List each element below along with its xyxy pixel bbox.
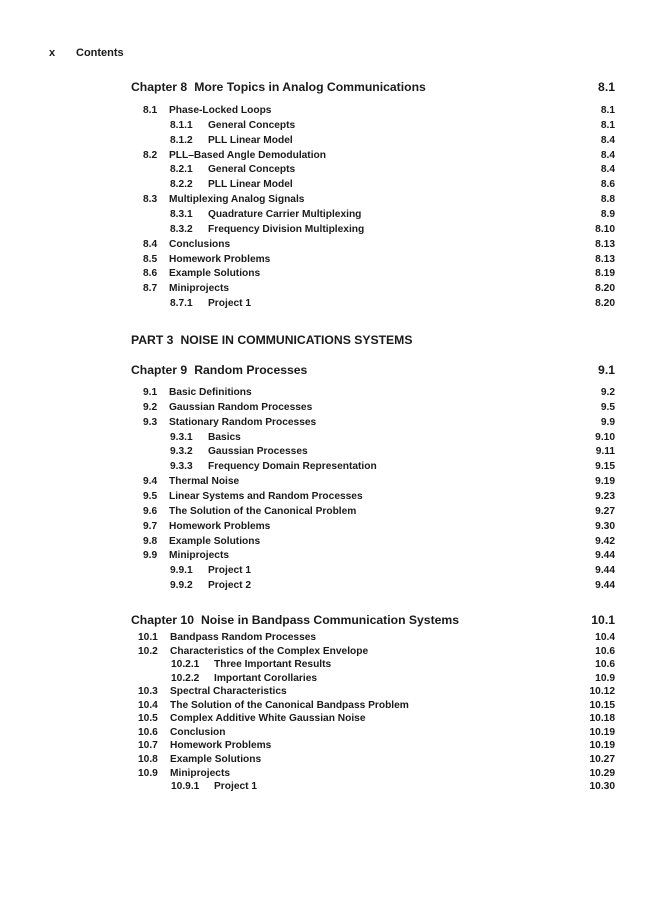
entry-page: 10.29 (589, 767, 615, 779)
entry-number: 9.3.2 (170, 446, 193, 458)
entry-title: PLL Linear Model (208, 134, 293, 146)
toc-section-entry (131, 505, 615, 518)
entry-number: 10.2.2 (171, 672, 200, 684)
running-header (49, 47, 124, 59)
entry-title: Basics (208, 431, 241, 443)
entry-number: 8.2.1 (170, 164, 193, 176)
toc-section-entry (131, 238, 615, 251)
toc-section-entry (131, 282, 615, 295)
entry-page: 8.4 (600, 149, 615, 161)
toc-subsection-entry (131, 134, 615, 147)
entry-number: 9.2 (143, 401, 158, 413)
chapter-title: Random Processes (194, 363, 308, 377)
entry-title: Stationary Random Processes (169, 416, 317, 428)
entry-title: Bandpass Random Processes (170, 632, 317, 643)
toc-section-entry (131, 475, 615, 488)
toc-section-entry (131, 739, 615, 752)
entry-title: Homework Problems (169, 520, 271, 532)
chapter-8-heading (131, 80, 615, 94)
chapter-label: Chapter 10 (131, 613, 194, 627)
entry-number: 10.8 (138, 753, 158, 765)
toc-subsection-entry (131, 445, 615, 458)
entry-number: 10.4 (138, 699, 158, 711)
entry-number: 9.1 (143, 387, 158, 398)
entry-number: 10.3 (138, 686, 158, 698)
entry-page: 8.8 (600, 194, 615, 206)
entry-page: 8.4 (600, 164, 615, 176)
entry-title: Miniprojects (169, 283, 230, 295)
chapter-page: 8.1 (598, 80, 615, 94)
entry-title: Linear Systems and Random Processes (169, 490, 363, 502)
entry-title: The Solution of the Canonical Bandpass Problem (170, 699, 409, 711)
entry-page: 8.13 (595, 238, 615, 250)
entry-page: 8.13 (595, 253, 615, 265)
entry-title: Three Important Results (214, 659, 332, 671)
entry-number: 8.1.2 (170, 134, 193, 146)
entry-page: 9.44 (595, 565, 615, 577)
entry-page: 9.5 (600, 401, 615, 413)
entry-page: 9.2 (600, 387, 615, 398)
entry-title: Characteristics of the Complex Envelope (170, 645, 369, 657)
entry-title: Frequency Division Multiplexing (208, 223, 365, 235)
toc-subsection-entry (131, 163, 615, 176)
toc-section-entry (131, 726, 615, 739)
toc-section-entry (131, 253, 615, 266)
entry-number: 8.7 (143, 283, 158, 295)
entry-title: Important Corollaries (214, 672, 318, 684)
entry-title: General Concepts (208, 119, 296, 131)
entry-title: Quadrature Carrier Multiplexing (208, 208, 362, 220)
entry-page: 9.27 (595, 505, 615, 517)
toc-section-entry (131, 520, 615, 533)
toc-section-entry (131, 490, 615, 503)
entry-title: Homework Problems (169, 253, 271, 265)
entry-number: 8.3.2 (170, 223, 193, 235)
toc-subsection-entry (131, 297, 615, 310)
entry-title: Basic Definitions (169, 387, 252, 398)
entry-number: 9.4 (143, 476, 158, 488)
entry-title: Gaussian Random Processes (169, 401, 313, 413)
entry-page: 8.20 (595, 283, 615, 295)
entry-number: 9.5 (143, 490, 158, 502)
entry-number: 10.1 (138, 632, 158, 643)
entry-title: The Solution of the Canonical Problem (169, 505, 357, 517)
toc-section-entry (131, 416, 615, 429)
toc-section-entry (131, 149, 615, 162)
entry-number: 8.4 (143, 238, 158, 250)
entry-number: 9.3 (143, 416, 158, 428)
entry-title: Frequency Domain Representation (208, 461, 377, 473)
entry-number: 8.2 (143, 149, 158, 161)
entry-page: 10.27 (589, 753, 615, 765)
entry-number: 10.7 (138, 740, 158, 752)
entry-title: Miniprojects (169, 550, 230, 562)
entry-number: 8.6 (143, 268, 158, 280)
toc-section-entry (131, 535, 615, 548)
entry-number: 9.9 (143, 550, 158, 562)
part-title: NOISE IN COMMUNICATIONS SYSTEMS (180, 333, 413, 347)
chapter-10-heading (131, 613, 615, 627)
toc-section-entry (131, 193, 615, 206)
toc-subsection-entry (131, 672, 615, 685)
entry-page: 10.30 (589, 781, 615, 793)
chapter-label: Chapter 8 (131, 80, 188, 94)
toc-section-entry (131, 767, 615, 780)
part-label: PART 3 (131, 333, 174, 347)
entry-page: 10.6 (595, 645, 615, 657)
entry-page: 10.4 (595, 632, 615, 643)
entry-number: 9.3.1 (170, 431, 193, 443)
toc-subsection-entry (131, 579, 615, 592)
entry-number: 10.9 (138, 767, 158, 779)
entry-number: 9.6 (143, 505, 158, 517)
entry-page: 8.10 (595, 223, 615, 235)
entry-number: 10.5 (138, 713, 158, 725)
entry-title: Conclusion (170, 726, 226, 738)
entry-title: Homework Problems (170, 740, 272, 752)
entry-title: Project 1 (208, 565, 252, 577)
entry-number: 8.3 (143, 194, 158, 206)
toc-section-entry (131, 631, 615, 644)
chapter-label: Chapter 9 (131, 363, 188, 377)
toc-section-entry (131, 386, 615, 399)
header-title: Contents (76, 47, 124, 59)
entry-number: 8.7.1 (170, 298, 193, 310)
entry-number: 8.2.2 (170, 179, 193, 191)
entry-number: 8.5 (143, 253, 158, 265)
entry-page: 8.20 (595, 298, 615, 310)
entry-page: 8.1 (600, 119, 615, 131)
toc-section-entry (131, 104, 615, 117)
entry-number: 9.9.2 (170, 580, 193, 592)
entry-page: 8.1 (600, 105, 615, 116)
chapter-9-heading (131, 363, 615, 377)
toc-subsection-entry (131, 780, 615, 793)
entry-page: 8.4 (600, 134, 615, 146)
entry-title: Complex Additive White Gaussian Noise (170, 713, 366, 725)
entry-number: 9.7 (143, 520, 158, 532)
toc-subsection-entry (131, 178, 615, 191)
toc-section-entry (131, 712, 615, 725)
entry-page: 10.15 (589, 699, 615, 711)
entry-title: General Concepts (208, 164, 296, 176)
entry-number: 10.6 (138, 726, 158, 738)
chapter-page: 10.1 (591, 613, 615, 627)
entry-title: Gaussian Processes (208, 446, 308, 458)
entry-page: 9.9 (600, 416, 615, 428)
entry-page: 10.12 (589, 686, 615, 698)
entry-page: 9.42 (595, 535, 615, 547)
toc-subsection-entry (131, 460, 615, 473)
entry-page: 9.10 (595, 431, 615, 443)
entry-title: Phase-Locked Loops (169, 105, 272, 116)
entry-page: 10.19 (589, 740, 615, 752)
entry-page: 9.30 (595, 520, 615, 532)
toc-section-entry (131, 645, 615, 658)
header-page-number: x (49, 47, 56, 59)
entry-number: 8.1.1 (170, 119, 193, 131)
entry-page: 9.44 (595, 550, 615, 562)
entry-page: 9.15 (595, 461, 615, 473)
entry-number: 8.1 (143, 105, 158, 116)
entry-title: Example Solutions (170, 753, 262, 765)
chapter-title: Noise in Bandpass Communication Systems (201, 613, 460, 627)
toc-subsection-entry (131, 658, 615, 671)
toc-section-entry (131, 267, 615, 280)
entry-title: Project 1 (208, 298, 252, 310)
toc-subsection-entry (131, 431, 615, 444)
toc-subsection-entry (131, 564, 615, 577)
entry-page: 9.44 (595, 580, 615, 592)
entry-number: 9.9.1 (170, 565, 193, 577)
toc-subsection-entry (131, 119, 615, 132)
toc-section-entry (131, 685, 615, 698)
entry-title: Project 1 (214, 781, 258, 793)
entry-number: 10.2 (138, 645, 158, 657)
entry-page: 8.9 (600, 208, 615, 220)
entry-page: 9.11 (595, 446, 615, 458)
entry-page: 10.19 (589, 726, 615, 738)
entry-title: Project 2 (208, 580, 252, 592)
entry-title: Example Solutions (169, 268, 261, 280)
entry-title: Conclusions (169, 238, 231, 250)
entry-page: 10.6 (595, 659, 615, 671)
entry-page: 8.6 (600, 179, 615, 191)
entry-number: 9.3.3 (170, 461, 193, 473)
toc-subsection-entry (131, 223, 615, 236)
entry-title: Spectral Characteristics (170, 686, 287, 698)
entry-number: 8.3.1 (170, 208, 193, 220)
entry-page: 8.19 (595, 268, 615, 280)
toc-subsection-entry (131, 208, 615, 221)
toc-section-entry (131, 699, 615, 712)
toc-section-entry (131, 401, 615, 414)
entry-title: Thermal Noise (169, 476, 240, 488)
toc-section-entry (131, 753, 615, 766)
entry-page: 9.23 (595, 490, 615, 502)
entry-title: Miniprojects (170, 767, 231, 779)
chapter-title: More Topics in Analog Communications (194, 80, 426, 94)
entry-title: Example Solutions (169, 535, 261, 547)
entry-title: Multiplexing Analog Signals (169, 194, 305, 206)
entry-page: 10.9 (595, 672, 615, 684)
entry-number: 10.9.1 (171, 781, 200, 793)
entry-title: PLL–Based Angle Demodulation (169, 149, 326, 161)
entry-page: 10.18 (589, 713, 615, 725)
entry-title: PLL Linear Model (208, 179, 293, 191)
toc-section-entry (131, 549, 615, 562)
entry-page: 9.19 (595, 476, 615, 488)
entry-number: 9.8 (143, 535, 158, 547)
entry-number: 10.2.1 (171, 659, 200, 671)
part-3-heading (131, 333, 412, 347)
chapter-page: 9.1 (598, 363, 615, 377)
